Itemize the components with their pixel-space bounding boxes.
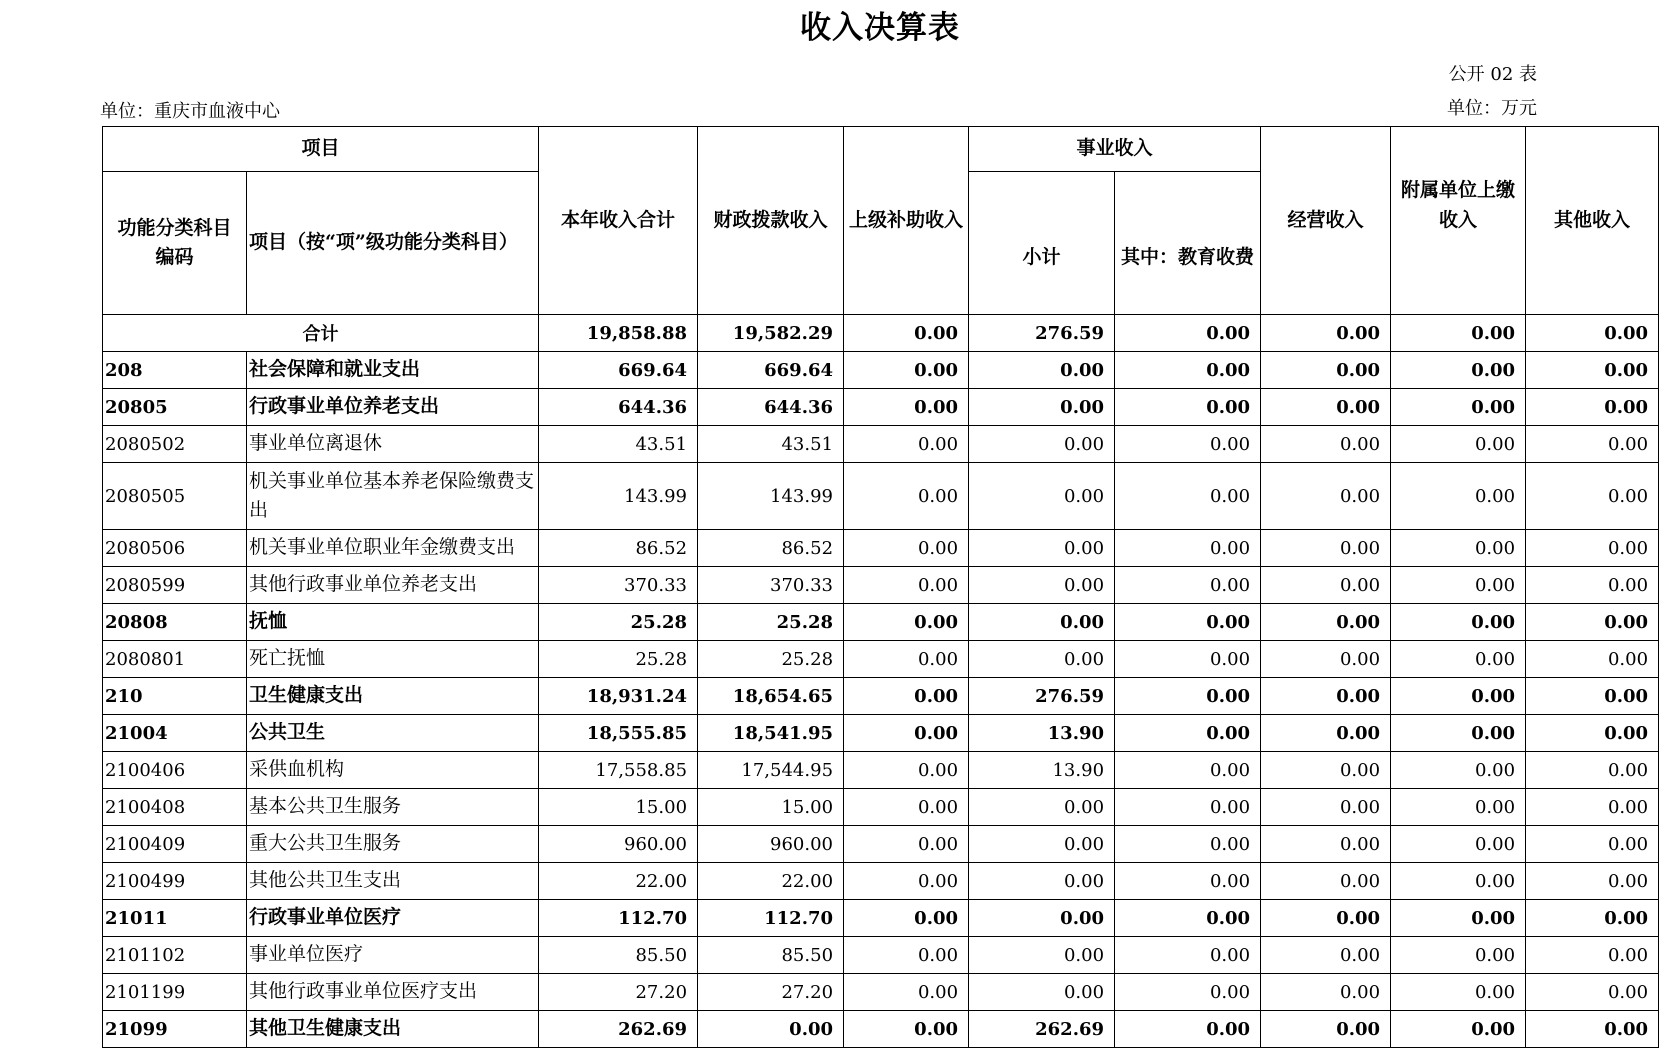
row-value: 0.00 xyxy=(844,389,969,426)
total-value: 0.00 xyxy=(1261,315,1391,352)
row-value: 112.70 xyxy=(698,900,844,937)
table-row xyxy=(103,530,1659,567)
header-row-1 xyxy=(103,127,1659,172)
row-name: 机关事业单位职业年金缴费支出 xyxy=(247,530,539,567)
total-value: 19,582.29 xyxy=(698,315,844,352)
row-value: 0.00 xyxy=(844,937,969,974)
row-name: 其他行政事业单位医疗支出 xyxy=(247,974,539,1011)
row-value: 0.00 xyxy=(1526,389,1659,426)
row-value: 18,555.85 xyxy=(539,715,698,752)
row-value: 0.00 xyxy=(844,641,969,678)
row-value: 0.00 xyxy=(1115,900,1261,937)
header-item-group: 项目 xyxy=(103,127,539,172)
table-row xyxy=(103,826,1659,863)
table-row xyxy=(103,678,1659,715)
row-value: 0.00 xyxy=(969,463,1115,530)
row-value: 18,654.65 xyxy=(698,678,844,715)
row-value: 0.00 xyxy=(1526,426,1659,463)
row-code: 2080801 xyxy=(103,641,247,678)
row-value: 0.00 xyxy=(1526,937,1659,974)
row-value: 15.00 xyxy=(698,789,844,826)
row-value: 0.00 xyxy=(1261,389,1391,426)
row-value: 0.00 xyxy=(1261,789,1391,826)
row-value: 0.00 xyxy=(1391,426,1526,463)
row-value: 0.00 xyxy=(1115,389,1261,426)
row-value: 86.52 xyxy=(539,530,698,567)
header-total: 本年收入合计 xyxy=(539,127,698,315)
header-business-group: 事业收入 xyxy=(969,127,1261,172)
row-value: 22.00 xyxy=(539,863,698,900)
table-row xyxy=(103,352,1659,389)
row-name: 其他行政事业单位养老支出 xyxy=(247,567,539,604)
row-value: 85.50 xyxy=(698,937,844,974)
row-value: 0.00 xyxy=(1115,604,1261,641)
total-value: 0.00 xyxy=(1115,315,1261,352)
table-row xyxy=(103,567,1659,604)
row-value: 0.00 xyxy=(1526,826,1659,863)
row-value: 0.00 xyxy=(1115,641,1261,678)
row-value: 13.90 xyxy=(969,752,1115,789)
row-value: 0.00 xyxy=(1261,463,1391,530)
table-row xyxy=(103,900,1659,937)
row-value: 0.00 xyxy=(1526,1011,1659,1048)
total-value: 0.00 xyxy=(844,315,969,352)
row-value: 0.00 xyxy=(1115,463,1261,530)
row-name: 其他卫生健康支出 xyxy=(247,1011,539,1048)
total-value: 0.00 xyxy=(1526,315,1659,352)
row-value: 669.64 xyxy=(539,352,698,389)
row-value: 112.70 xyxy=(539,900,698,937)
row-value: 0.00 xyxy=(969,389,1115,426)
table-row xyxy=(103,389,1659,426)
row-value: 0.00 xyxy=(1261,974,1391,1011)
row-value: 43.51 xyxy=(539,426,698,463)
row-value: 0.00 xyxy=(1391,678,1526,715)
row-name: 社会保障和就业支出 xyxy=(247,352,539,389)
row-value: 0.00 xyxy=(969,641,1115,678)
row-value: 0.00 xyxy=(969,826,1115,863)
header-subtotal: 小计 xyxy=(969,172,1115,315)
header-education: 其中：教育收费 xyxy=(1115,172,1261,315)
row-name: 卫生健康支出 xyxy=(247,678,539,715)
form-code: 公开 02 表 xyxy=(1448,64,1537,85)
row-value: 0.00 xyxy=(969,604,1115,641)
row-value: 0.00 xyxy=(1391,863,1526,900)
total-row xyxy=(103,315,1659,352)
table-row xyxy=(103,974,1659,1011)
header-affiliated: 附属单位上缴收入 xyxy=(1391,127,1526,315)
row-value: 17,558.85 xyxy=(539,752,698,789)
row-value: 0.00 xyxy=(1391,826,1526,863)
table-row xyxy=(103,641,1659,678)
row-value: 86.52 xyxy=(698,530,844,567)
row-value: 0.00 xyxy=(969,863,1115,900)
row-value: 276.59 xyxy=(969,678,1115,715)
row-value: 0.00 xyxy=(844,530,969,567)
row-value: 0.00 xyxy=(1526,715,1659,752)
row-value: 18,541.95 xyxy=(698,715,844,752)
row-value: 0.00 xyxy=(844,352,969,389)
row-value: 0.00 xyxy=(1115,826,1261,863)
row-value: 0.00 xyxy=(844,463,969,530)
table-row xyxy=(103,937,1659,974)
row-value: 0.00 xyxy=(1261,426,1391,463)
header-other: 其他收入 xyxy=(1526,127,1659,315)
row-name: 重大公共卫生服务 xyxy=(247,826,539,863)
row-value: 370.33 xyxy=(539,567,698,604)
table-row xyxy=(103,604,1659,641)
row-value: 0.00 xyxy=(844,715,969,752)
row-value: 0.00 xyxy=(1391,641,1526,678)
row-value: 0.00 xyxy=(1391,752,1526,789)
row-value: 0.00 xyxy=(1526,789,1659,826)
row-code: 2080505 xyxy=(103,463,247,530)
row-value: 0.00 xyxy=(1391,900,1526,937)
row-value: 0.00 xyxy=(844,567,969,604)
row-value: 0.00 xyxy=(969,974,1115,1011)
row-value: 25.28 xyxy=(539,641,698,678)
row-value: 0.00 xyxy=(844,678,969,715)
table-row xyxy=(103,863,1659,900)
unit-currency: 单位：万元 xyxy=(1447,98,1537,119)
row-value: 15.00 xyxy=(539,789,698,826)
row-value: 0.00 xyxy=(844,974,969,1011)
row-value: 0.00 xyxy=(844,826,969,863)
row-value: 0.00 xyxy=(1391,715,1526,752)
row-value: 0.00 xyxy=(1391,530,1526,567)
row-value: 0.00 xyxy=(1526,900,1659,937)
total-value: 276.59 xyxy=(969,315,1115,352)
row-value: 0.00 xyxy=(1115,1011,1261,1048)
header-operating: 经营收入 xyxy=(1261,127,1391,315)
row-value: 0.00 xyxy=(1391,604,1526,641)
unit-organization: 单位：重庆市血液中心 xyxy=(100,101,280,122)
row-code: 2080599 xyxy=(103,567,247,604)
row-value: 0.00 xyxy=(844,789,969,826)
row-value: 0.00 xyxy=(969,789,1115,826)
table-row xyxy=(103,426,1659,463)
row-name: 死亡抚恤 xyxy=(247,641,539,678)
row-value: 0.00 xyxy=(844,752,969,789)
row-value: 262.69 xyxy=(539,1011,698,1048)
table-row xyxy=(103,752,1659,789)
row-value: 0.00 xyxy=(1115,715,1261,752)
row-value: 960.00 xyxy=(539,826,698,863)
row-value: 0.00 xyxy=(1115,678,1261,715)
row-value: 0.00 xyxy=(1391,389,1526,426)
row-value: 0.00 xyxy=(1261,937,1391,974)
row-value: 0.00 xyxy=(1526,463,1659,530)
row-code: 208 xyxy=(103,352,247,389)
row-name: 基本公共卫生服务 xyxy=(247,789,539,826)
row-value: 0.00 xyxy=(1261,752,1391,789)
header-fiscal: 财政拨款收入 xyxy=(698,127,844,315)
row-value: 0.00 xyxy=(1391,789,1526,826)
row-name: 机关事业单位基本养老保险缴费支出 xyxy=(247,463,539,530)
row-value: 0.00 xyxy=(844,1011,969,1048)
row-value: 0.00 xyxy=(1115,426,1261,463)
row-value: 0.00 xyxy=(1261,715,1391,752)
row-value: 17,544.95 xyxy=(698,752,844,789)
row-value: 0.00 xyxy=(1261,900,1391,937)
row-value: 25.28 xyxy=(698,604,844,641)
row-value: 0.00 xyxy=(1115,752,1261,789)
total-label: 合计 xyxy=(103,315,539,352)
row-value: 22.00 xyxy=(698,863,844,900)
row-value: 0.00 xyxy=(1526,530,1659,567)
row-value: 0.00 xyxy=(1115,789,1261,826)
row-value: 0.00 xyxy=(1391,567,1526,604)
row-value: 143.99 xyxy=(698,463,844,530)
row-code: 2080506 xyxy=(103,530,247,567)
row-name: 事业单位离退休 xyxy=(247,426,539,463)
row-value: 0.00 xyxy=(969,530,1115,567)
row-value: 0.00 xyxy=(1261,567,1391,604)
total-value: 19,858.88 xyxy=(539,315,698,352)
row-value: 0.00 xyxy=(1115,937,1261,974)
row-value: 0.00 xyxy=(1526,641,1659,678)
row-value: 0.00 xyxy=(1526,352,1659,389)
row-name: 公共卫生 xyxy=(247,715,539,752)
row-name: 其他公共卫生支出 xyxy=(247,863,539,900)
row-value: 0.00 xyxy=(1261,604,1391,641)
row-name: 行政事业单位养老支出 xyxy=(247,389,539,426)
row-code: 2100406 xyxy=(103,752,247,789)
row-value: 0.00 xyxy=(1115,530,1261,567)
income-table xyxy=(102,126,1659,1048)
row-code: 2100409 xyxy=(103,826,247,863)
row-value: 13.90 xyxy=(969,715,1115,752)
row-value: 0.00 xyxy=(1115,974,1261,1011)
row-value: 0.00 xyxy=(844,426,969,463)
page-title: 收入决算表 xyxy=(800,10,960,46)
row-value: 0.00 xyxy=(969,426,1115,463)
row-value: 0.00 xyxy=(1115,863,1261,900)
row-value: 25.28 xyxy=(539,604,698,641)
row-value: 669.64 xyxy=(698,352,844,389)
row-value: 0.00 xyxy=(969,900,1115,937)
row-value: 0.00 xyxy=(1261,641,1391,678)
total-value: 0.00 xyxy=(1391,315,1526,352)
table-row xyxy=(103,789,1659,826)
row-value: 0.00 xyxy=(1391,352,1526,389)
row-value: 143.99 xyxy=(539,463,698,530)
row-value: 18,931.24 xyxy=(539,678,698,715)
row-value: 0.00 xyxy=(1391,463,1526,530)
row-value: 0.00 xyxy=(844,900,969,937)
row-value: 0.00 xyxy=(1391,1011,1526,1048)
row-code: 2101102 xyxy=(103,937,247,974)
table-row xyxy=(103,463,1659,530)
row-code: 21099 xyxy=(103,1011,247,1048)
row-value: 0.00 xyxy=(698,1011,844,1048)
row-code: 2100499 xyxy=(103,863,247,900)
row-value: 0.00 xyxy=(844,604,969,641)
row-value: 25.28 xyxy=(698,641,844,678)
row-value: 0.00 xyxy=(1526,567,1659,604)
row-name: 行政事业单位医疗 xyxy=(247,900,539,937)
row-value: 0.00 xyxy=(969,567,1115,604)
row-value: 0.00 xyxy=(1526,974,1659,1011)
row-name: 采供血机构 xyxy=(247,752,539,789)
row-value: 0.00 xyxy=(1115,567,1261,604)
row-value: 0.00 xyxy=(1391,937,1526,974)
header-name: 项目（按“项”级功能分类科目） xyxy=(247,172,539,315)
row-value: 0.00 xyxy=(1526,678,1659,715)
row-value: 644.36 xyxy=(698,389,844,426)
row-code: 2080502 xyxy=(103,426,247,463)
row-value: 0.00 xyxy=(1261,863,1391,900)
row-value: 0.00 xyxy=(1526,863,1659,900)
row-value: 0.00 xyxy=(1261,530,1391,567)
row-code: 20805 xyxy=(103,389,247,426)
row-value: 262.69 xyxy=(969,1011,1115,1048)
row-value: 43.51 xyxy=(698,426,844,463)
row-value: 644.36 xyxy=(539,389,698,426)
row-name: 抚恤 xyxy=(247,604,539,641)
row-value: 0.00 xyxy=(1261,352,1391,389)
row-value: 85.50 xyxy=(539,937,698,974)
row-code: 2101199 xyxy=(103,974,247,1011)
table-row xyxy=(103,1011,1659,1048)
row-code: 210 xyxy=(103,678,247,715)
row-value: 0.00 xyxy=(969,937,1115,974)
row-value: 0.00 xyxy=(1391,974,1526,1011)
table-row xyxy=(103,715,1659,752)
row-value: 0.00 xyxy=(969,352,1115,389)
row-name: 事业单位医疗 xyxy=(247,937,539,974)
row-value: 0.00 xyxy=(1115,352,1261,389)
row-value: 0.00 xyxy=(1261,826,1391,863)
row-value: 960.00 xyxy=(698,826,844,863)
row-value: 370.33 xyxy=(698,567,844,604)
row-value: 27.20 xyxy=(698,974,844,1011)
header-code: 功能分类科目编码 xyxy=(103,172,247,315)
row-value: 0.00 xyxy=(844,863,969,900)
row-value: 0.00 xyxy=(1526,752,1659,789)
row-value: 0.00 xyxy=(1526,604,1659,641)
row-code: 2100408 xyxy=(103,789,247,826)
header-superior: 上级补助收入 xyxy=(844,127,969,315)
row-value: 0.00 xyxy=(1261,678,1391,715)
row-code: 21004 xyxy=(103,715,247,752)
row-code: 21011 xyxy=(103,900,247,937)
row-value: 0.00 xyxy=(1261,1011,1391,1048)
row-value: 27.20 xyxy=(539,974,698,1011)
row-code: 20808 xyxy=(103,604,247,641)
